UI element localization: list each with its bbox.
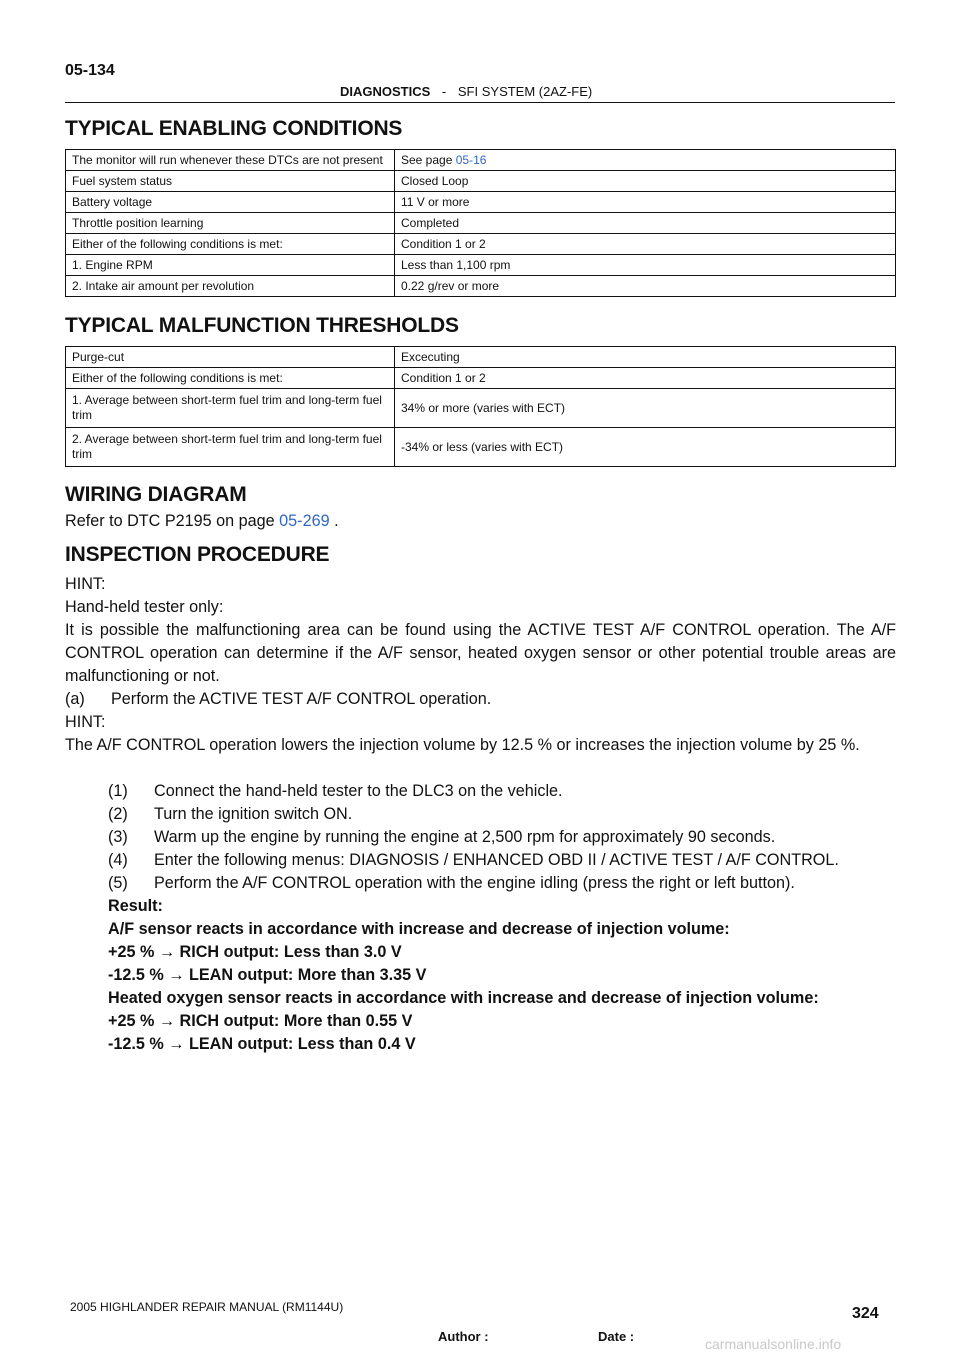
step-1: (1) Connect the hand-held tester to the DLC3 on the vehicle. xyxy=(108,782,563,800)
author-label: Author : xyxy=(438,1329,489,1344)
table-cell-value: -34% or less (varies with ECT) xyxy=(395,428,896,467)
result-line: -12.5 % → LEAN output: Less than 0.4 V xyxy=(108,1035,416,1053)
step-2: (2) Turn the ignition switch ON. xyxy=(108,805,353,823)
table-cell-label: Throttle position learning xyxy=(66,213,395,234)
table-cell-label: Purge-cut xyxy=(66,347,395,368)
table-cell-value: See page 05-16 xyxy=(395,150,896,171)
table-row xyxy=(66,234,896,255)
table-row xyxy=(66,213,896,234)
table-cell-label: Either of the following conditions is met: xyxy=(66,234,395,255)
table-cell-value: Closed Loop xyxy=(395,171,896,192)
subsection-name: SFI SYSTEM (2AZ-FE) xyxy=(457,84,593,99)
header-separator: - xyxy=(441,84,447,99)
table-cell-label: 1. Engine RPM xyxy=(66,255,395,276)
enabling-conditions-title: TYPICAL ENABLING CONDITIONS xyxy=(65,117,403,140)
table-row xyxy=(66,192,896,213)
table-row xyxy=(66,428,896,467)
table-cell-label: Fuel system status xyxy=(66,171,395,192)
table-cell-value: 11 V or more xyxy=(395,192,896,213)
step-a: (a) Perform the ACTIVE TEST A/F CONTROL operation. xyxy=(65,690,492,708)
table-cell-value: Less than 1,100 rpm xyxy=(395,255,896,276)
page-code: 05-134 xyxy=(65,62,115,79)
inspection-procedure-title: INSPECTION PROCEDURE xyxy=(65,543,330,566)
result-line: +25 % → RICH output: Less than 3.0 V xyxy=(108,943,402,961)
watermark: carmanualsonline.info xyxy=(705,1336,842,1352)
malfunction-thresholds-title: TYPICAL MALFUNCTION THRESHOLDS xyxy=(65,314,459,337)
header-rule xyxy=(65,102,895,103)
af-control-paragraph: The A/F CONTROL operation lowers the injection volume by 12.5 % or increases the injection volume by 25 %. xyxy=(65,736,860,754)
wiring-diagram-text: Refer to DTC P2195 on page 05-269 . xyxy=(65,512,339,530)
manual-footer: 2005 HIGHLANDER REPAIR MANUAL (RM1144U) xyxy=(70,1300,344,1314)
malfunction-thresholds-table xyxy=(65,346,896,467)
table-row xyxy=(66,276,896,297)
tester-only-note: Hand-held tester only: xyxy=(65,598,224,616)
table-row xyxy=(66,389,896,428)
enabling-conditions-table xyxy=(65,149,896,297)
table-cell-value: Condition 1 or 2 xyxy=(395,234,896,255)
table-cell-label: Battery voltage xyxy=(66,192,395,213)
hint-label: HINT: xyxy=(65,575,106,593)
result-line: +25 % → RICH output: More than 0.55 V xyxy=(108,1012,413,1030)
date-label: Date : xyxy=(598,1329,635,1344)
hint-label: HINT: xyxy=(65,713,106,731)
table-row xyxy=(66,171,896,192)
table-cell-value: 34% or more (varies with ECT) xyxy=(395,389,896,428)
table-row xyxy=(66,368,896,389)
inspection-intro-paragraph: It is possible the malfunctioning area can be found using the ACTIVE TEST A/F CONTROL operation. The A/F CONTROL operation can determine if the A/F sensor, heated oxygen sensor or other potential trouble areas are malfunctioning or not. xyxy=(65,621,896,685)
page-number: 324 xyxy=(852,1305,879,1322)
table-cell-value: 0.22 g/rev or more xyxy=(395,276,896,297)
table-cell-value: Excecuting xyxy=(395,347,896,368)
step-3: (3) Warm up the engine by running the engine at 2,500 rpm for approximately 90 seconds. xyxy=(108,828,776,846)
table-cell-value: Condition 1 or 2 xyxy=(395,368,896,389)
table-row xyxy=(66,150,896,171)
section-name: DIAGNOSTICS xyxy=(340,84,431,99)
table-cell-label: Either of the following conditions is met: xyxy=(66,368,395,389)
step-5: (5) Perform the A/F CONTROL operation with the engine idling (press the right or left button). xyxy=(108,874,795,892)
table-row xyxy=(66,347,896,368)
table-cell-label: The monitor will run whenever these DTCs are not present xyxy=(66,150,395,171)
table-cell-value: Completed xyxy=(395,213,896,234)
result-line: A/F sensor reacts in accordance with increase and decrease of injection volume: xyxy=(108,920,730,938)
page-link-05-269[interactable]: 05-269 xyxy=(279,512,330,530)
table-cell-label: 2. Average between short-term fuel trim and long-term fuel trim xyxy=(66,428,395,467)
table-cell-label: 1. Average between short-term fuel trim and long-term fuel trim xyxy=(66,389,395,428)
result-line: -12.5 % → LEAN output: More than 3.35 V xyxy=(108,966,427,984)
wiring-diagram-title: WIRING DIAGRAM xyxy=(65,483,247,506)
page-link-05-16[interactable]: 05-16 xyxy=(455,152,487,167)
step-4: (4) Enter the following menus: DIAGNOSIS / ENHANCED OBD II / ACTIVE TEST / A/F CONTROL. xyxy=(108,851,839,869)
table-cell-label: 2. Intake air amount per revolution xyxy=(66,276,395,297)
table-row xyxy=(66,255,896,276)
result-label: Result: xyxy=(108,897,163,915)
running-header xyxy=(340,84,592,99)
result-line: Heated oxygen sensor reacts in accordance with increase and decrease of injection volume: xyxy=(108,989,819,1007)
